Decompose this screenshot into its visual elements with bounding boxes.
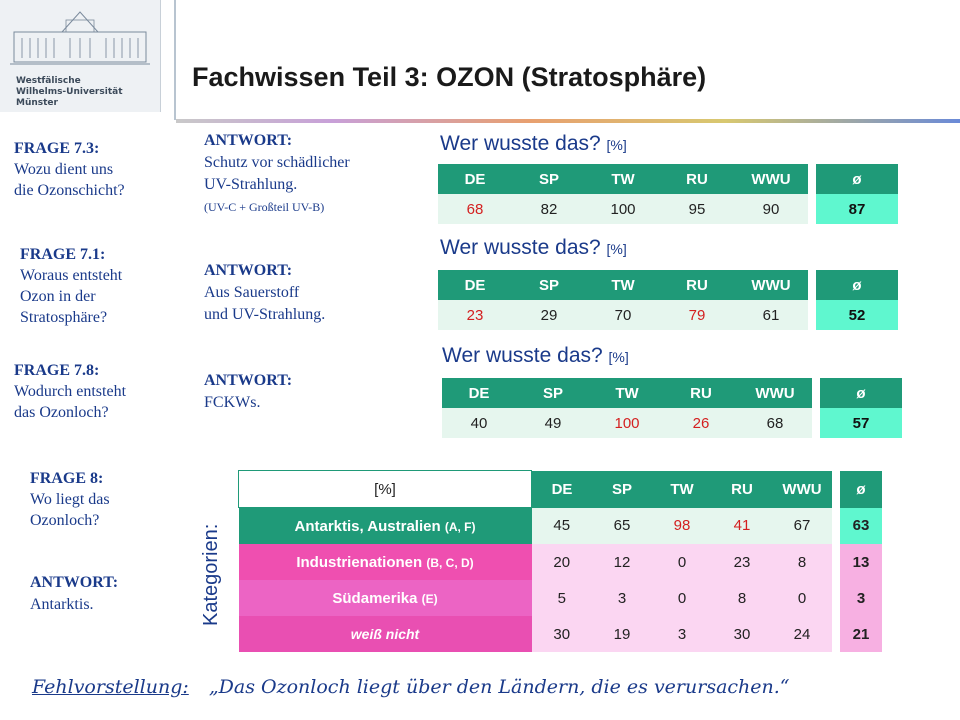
table-cell: 0 <box>677 589 687 607</box>
column-header: TW <box>590 378 664 408</box>
column-header: WWU <box>734 164 808 194</box>
answer-label: ANTWORT: <box>204 262 293 279</box>
category-code: (B, C, D) <box>426 555 474 570</box>
table-gap <box>832 508 840 545</box>
table-gap <box>808 194 816 224</box>
table-row <box>239 580 883 616</box>
answer-label: ANTWORT: <box>204 372 293 389</box>
color-stripe <box>176 119 960 123</box>
question-text: Ozonloch? <box>30 512 100 529</box>
survey-unit: [%] <box>606 137 627 153</box>
column-header: RU <box>660 270 734 300</box>
logo-line: Wilhelms-Universität <box>16 87 123 97</box>
question-text: Stratosphäre? <box>20 309 108 326</box>
table-header-row <box>239 471 883 508</box>
table-gap <box>812 408 820 438</box>
table-cell: 82 <box>512 194 586 224</box>
table-cell: 30 <box>733 625 751 643</box>
categories-table <box>238 470 882 652</box>
avg-header: ø <box>840 471 882 508</box>
answer-note: (UV-C + Großteil UV-B) <box>204 200 325 214</box>
category-label <box>239 580 532 616</box>
category-code: (E) <box>421 591 438 606</box>
corner-cell: [%] <box>239 471 532 508</box>
table-cell: 68 <box>438 194 512 224</box>
table-gap <box>832 544 840 580</box>
column-header: SP <box>512 164 586 194</box>
category-label <box>239 508 532 545</box>
table-cell: 5 <box>557 589 566 607</box>
column-header: SP <box>512 270 586 300</box>
table-header-row <box>442 378 902 408</box>
column-header: RU <box>664 378 738 408</box>
answer-7-3 <box>204 130 350 218</box>
column-header: WWU <box>734 270 808 300</box>
table-cell: 3 <box>677 625 687 643</box>
logo-line: Westfälische <box>16 76 81 86</box>
table-cell: 3 <box>617 589 627 607</box>
avg-cell: 13 <box>840 544 882 580</box>
avg-header: ø <box>820 378 902 408</box>
table-cell: 0 <box>677 553 687 571</box>
survey-heading <box>440 132 627 156</box>
university-logo <box>0 0 161 112</box>
table-cell: 12 <box>613 553 631 571</box>
table-cell: 49 <box>516 408 590 438</box>
column-header: TW <box>586 270 660 300</box>
answer-label: ANTWORT: <box>204 132 293 149</box>
question-text: Ozon in der <box>20 288 96 305</box>
survey-unit: [%] <box>608 349 629 365</box>
table-gap <box>832 580 840 616</box>
table-cell: 65 <box>613 517 631 535</box>
column-header: TW <box>670 480 694 498</box>
category-name: Antarktis, Australien <box>294 517 441 535</box>
table-cell: 70 <box>586 300 660 330</box>
question-text: Woraus entsteht <box>20 267 123 284</box>
question-text: Wo liegt das <box>30 491 110 508</box>
question-text: Wozu dient uns <box>14 161 114 178</box>
table-cell: 30 <box>553 625 571 643</box>
table-cell: 8 <box>797 553 807 571</box>
misconception-label: Fehlvorstellung: <box>32 676 189 698</box>
avg-cell: 3 <box>840 580 882 616</box>
misconception-quote: „Das Ozonloch liegt über den Ländern, die es verursachen.“ <box>208 676 790 698</box>
avg-cell: 57 <box>820 408 902 438</box>
survey-unit: [%] <box>606 241 627 257</box>
survey-table <box>438 270 898 330</box>
slide-title: Fachwissen Teil 3: OZON (Stratosphäre) <box>192 62 707 92</box>
answer-text: Antarktis. <box>30 596 94 613</box>
column-header: SP <box>516 378 590 408</box>
table-cell: 24 <box>793 625 811 643</box>
column-header: RU <box>731 480 753 498</box>
table-cell: 79 <box>660 300 734 330</box>
question-text: die Ozonschicht? <box>14 182 125 199</box>
question-label: FRAGE 7.1: <box>20 246 106 263</box>
answer-7-8 <box>204 370 292 414</box>
table-gap <box>808 164 816 194</box>
header-divider <box>174 0 176 120</box>
table-cell: 29 <box>512 300 586 330</box>
table-gap <box>812 378 820 408</box>
logo-line: Münster <box>16 98 58 108</box>
avg-cell: 21 <box>840 616 882 652</box>
column-header: RU <box>660 164 734 194</box>
logo-text <box>16 76 123 109</box>
table-cell: 61 <box>734 300 808 330</box>
survey-heading-text: Wer wusste das? <box>442 344 603 367</box>
category-name: Industrienationen <box>296 553 423 571</box>
category-name: Südamerika <box>332 589 418 607</box>
answer-text: Schutz vor schädlicher <box>204 154 350 171</box>
table-gap <box>808 270 816 300</box>
column-header: DE <box>551 480 573 498</box>
column-header: WWU <box>782 480 822 498</box>
category-code: (A, F) <box>444 519 476 534</box>
category-label <box>239 544 532 580</box>
table-row <box>239 616 883 652</box>
table-gap <box>832 471 840 508</box>
survey-heading-text: Wer wusste das? <box>440 236 601 259</box>
table-cell: 8 <box>737 589 747 607</box>
survey-heading <box>440 236 627 260</box>
table-gap <box>832 616 840 652</box>
question-label: FRAGE 7.8: <box>14 362 100 379</box>
survey-table <box>442 378 902 438</box>
category-label <box>239 616 532 652</box>
table-row <box>239 544 883 580</box>
categories-label: Kategorien: <box>200 523 222 626</box>
answer-text: UV-Strahlung. <box>204 176 298 193</box>
category-name: weiß nicht <box>350 626 420 642</box>
table-row <box>239 508 883 545</box>
column-header: DE <box>438 164 512 194</box>
answer-label: ANTWORT: <box>30 574 119 591</box>
question-7-8 <box>14 360 126 423</box>
question-label: FRAGE 7.3: <box>14 140 100 157</box>
question-text: Wodurch entsteht <box>14 383 127 400</box>
table-cell: 68 <box>738 408 812 438</box>
question-8 <box>30 468 110 531</box>
question-7-3 <box>14 138 125 201</box>
table-header-row <box>438 164 898 194</box>
table-cell: 40 <box>442 408 516 438</box>
table-row <box>438 300 898 330</box>
avg-cell: 63 <box>840 508 882 545</box>
column-header: WWU <box>738 378 812 408</box>
avg-header: ø <box>816 164 898 194</box>
answer-7-1 <box>204 260 325 326</box>
table-cell: 90 <box>734 194 808 224</box>
table-cell: 67 <box>793 517 811 535</box>
answer-text: und UV-Strahlung. <box>204 306 326 323</box>
column-header: SP <box>611 480 632 498</box>
question-7-1 <box>20 244 122 328</box>
question-text: das Ozonloch? <box>14 404 109 421</box>
column-header: DE <box>438 270 512 300</box>
question-label: FRAGE 8: <box>30 470 104 487</box>
table-gap <box>808 300 816 330</box>
answer-text: FCKWs. <box>204 394 261 411</box>
column-header: TW <box>586 164 660 194</box>
table-cell: 100 <box>590 408 664 438</box>
answer-text: Aus Sauerstoff <box>204 284 300 301</box>
table-cell: 95 <box>660 194 734 224</box>
survey-heading <box>442 344 629 368</box>
university-building-icon <box>0 2 160 72</box>
table-cell: 41 <box>733 517 751 535</box>
column-header: DE <box>442 378 516 408</box>
avg-cell: 52 <box>816 300 898 330</box>
table-cell: 19 <box>613 625 631 643</box>
table-cell: 20 <box>553 553 571 571</box>
table-cell: 23 <box>438 300 512 330</box>
table-cell: 100 <box>586 194 660 224</box>
survey-table <box>438 164 898 224</box>
table-cell: 98 <box>673 517 691 535</box>
misconception <box>32 676 790 698</box>
table-cell: 45 <box>553 517 571 535</box>
avg-cell: 87 <box>816 194 898 224</box>
table-cell: 23 <box>733 553 751 571</box>
answer-8 <box>30 572 118 616</box>
table-cell: 26 <box>664 408 738 438</box>
table-row <box>442 408 902 438</box>
survey-heading-text: Wer wusste das? <box>440 132 601 155</box>
table-cell: 0 <box>797 589 807 607</box>
table-row <box>438 194 898 224</box>
avg-header: ø <box>816 270 898 300</box>
table-header-row <box>438 270 898 300</box>
